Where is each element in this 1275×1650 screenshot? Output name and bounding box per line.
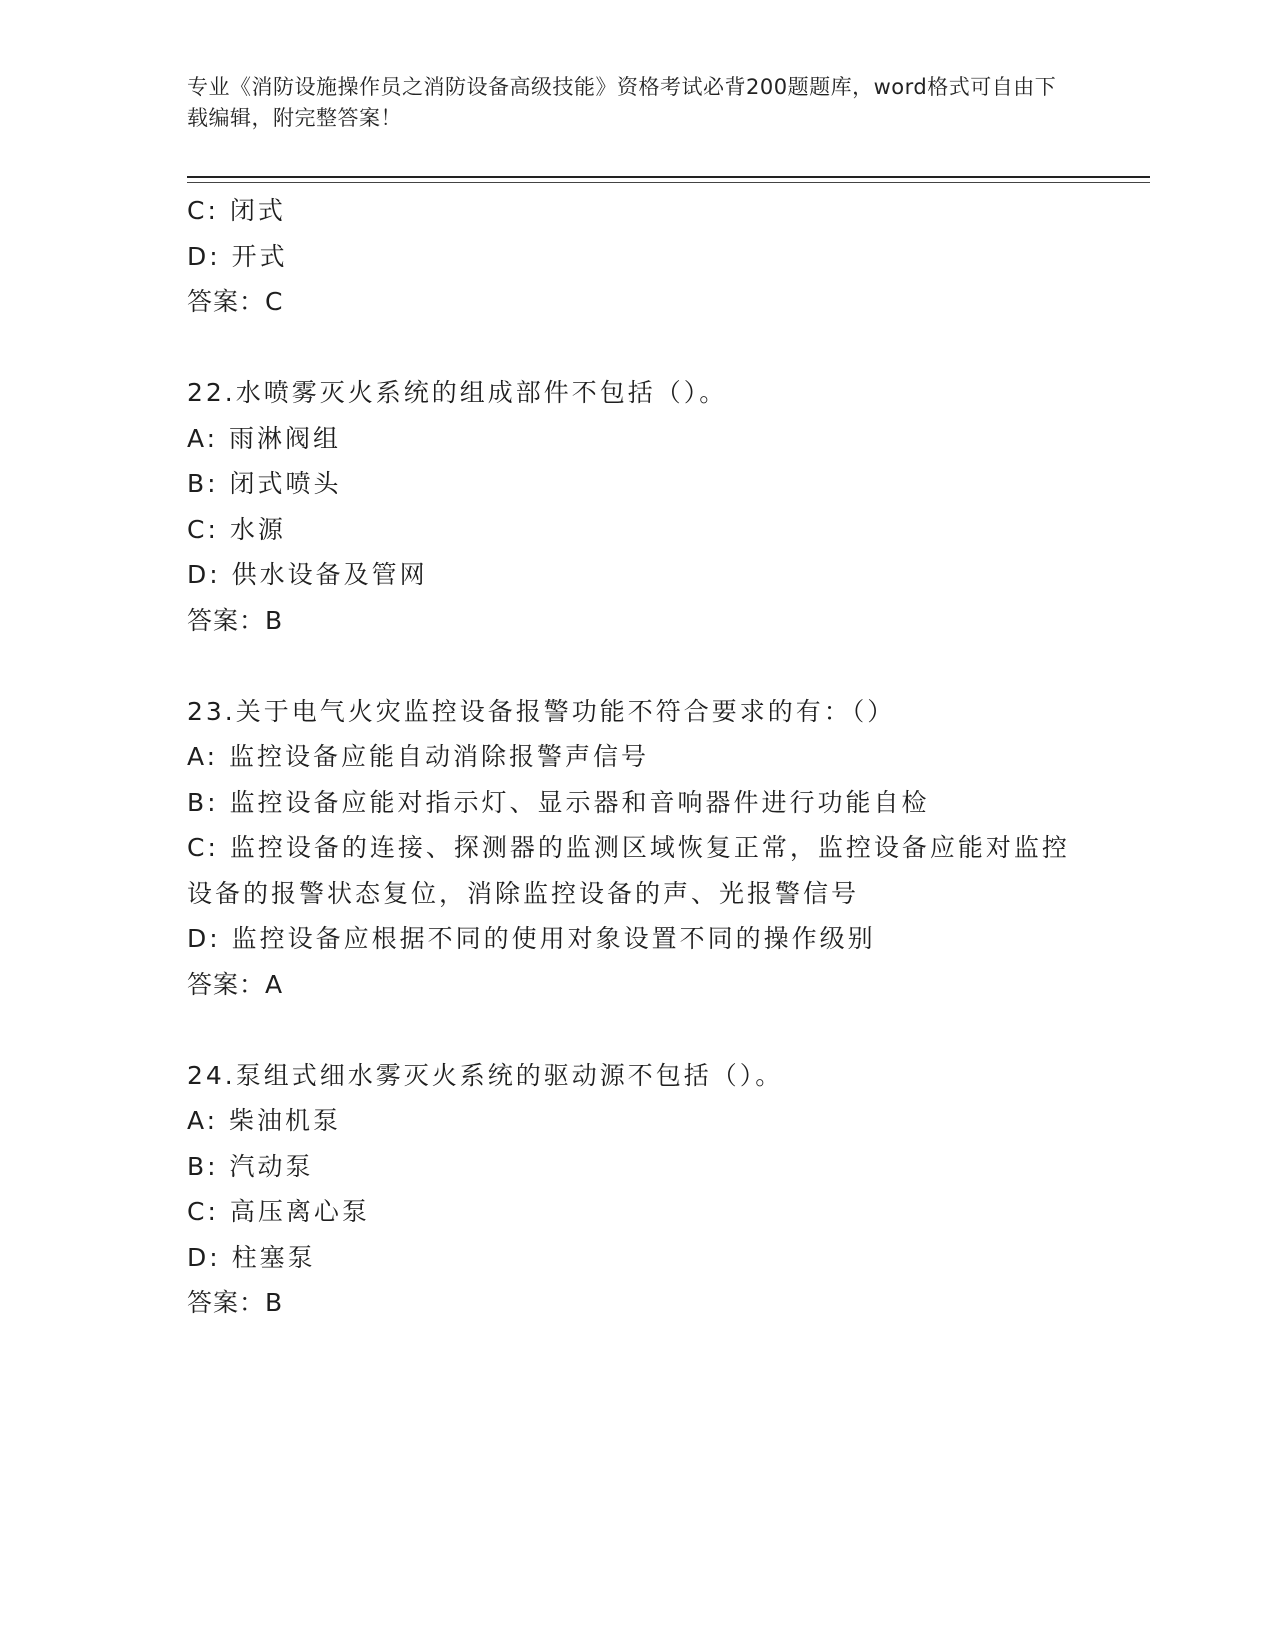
option-c: C: 监控设备的连接、探测器的监测区域恢复正常，监控设备应能对监控设备的报警状态复位，消除监控设备的声、光报警信号 <box>187 833 1070 908</box>
option-b: B: 监控设备应能对指示灯、显示器和音响器件进行功能自检 <box>187 787 930 817</box>
question-stem: 23.关于电气火灾监控设备报警功能不符合要求的有：（） <box>187 696 896 726</box>
option-c: C: 闭式 <box>187 196 286 225</box>
answer-line: 答案：C <box>187 287 284 316</box>
document-header: 专业《消防设施操作员之消防设备高级技能》资格考试必背200题题库，word格式可自由下载编辑，附完整答案！ <box>187 75 1057 130</box>
option-d: D: 开式 <box>187 241 288 271</box>
spacer <box>187 643 1087 689</box>
option-a: A: 雨淋阀组 <box>187 423 342 453</box>
prev-question-block <box>187 188 1087 325</box>
question-list <box>187 188 1087 1326</box>
option-a: A: 柴油机泵 <box>187 1106 342 1135</box>
option-c: C: 水源 <box>187 514 286 544</box>
answer-line: 答案：A <box>187 969 284 999</box>
question-24 <box>187 1053 1087 1326</box>
question-23 <box>187 689 1087 1008</box>
option-b: B: 汽动泵 <box>187 1151 314 1181</box>
question-stem: 24.泵组式细水雾灭火系统的驱动源不包括（）。 <box>187 1060 784 1090</box>
option-d: D: 供水设备及管网 <box>187 560 428 589</box>
header-rule-thin <box>187 182 1150 183</box>
spacer <box>187 325 1087 371</box>
option-d: D: 柱塞泵 <box>187 1242 316 1272</box>
answer-line: 答案：B <box>187 1288 284 1317</box>
question-stem: 22.水喷雾灭火系统的组成部件不包括（）。 <box>187 378 728 407</box>
option-a: A: 监控设备应能自动消除报警声信号 <box>187 742 650 771</box>
spacer <box>187 1007 1087 1053</box>
option-d: D: 监控设备应根据不同的使用对象设置不同的操作级别 <box>187 924 876 953</box>
header-rule-thick <box>187 176 1150 178</box>
option-b: B: 闭式喷头 <box>187 469 342 498</box>
question-22 <box>187 370 1087 643</box>
answer-line: 答案：B <box>187 605 284 635</box>
option-c: C: 高压离心泵 <box>187 1197 370 1226</box>
